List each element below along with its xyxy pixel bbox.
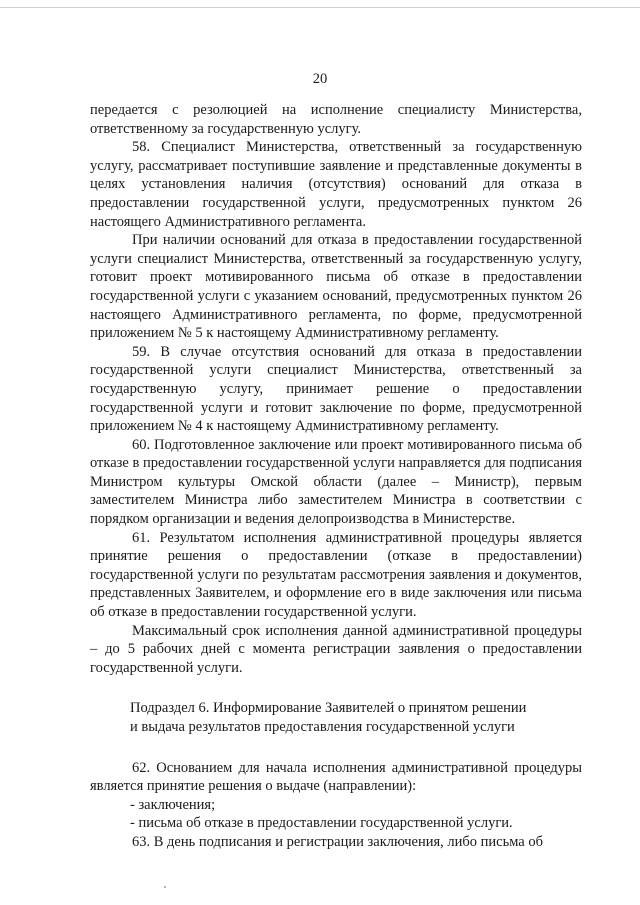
paragraph-58: 58. Специалист Министерства, ответственный за государственную услугу, рассматривает поступившие заявление и представленные документы в целях установления наличия (отсутствия) оснований для отказа в предоставлении государственной услуги, предусмотренных пунктом 26 настоящего Административного регламента. xyxy=(90,139,582,230)
subsection-heading-line-1: Подраздел 6. Информирование Заявителей о принятом решении xyxy=(130,700,527,717)
paragraph-60: 60. Подготовленное заключение или проект мотивированного письма об отказе в предоставлении государственной услуги направляется для подписания Министром культуры Омской области (далее – Министр), первым заместителем Министра либо заместителем Министра в соответствии с порядком организации и ведения делопроизводства в Министерстве. xyxy=(90,436,582,528)
scan-speck xyxy=(164,886,166,888)
paragraph-continuation: передается с резолюцией на исполнение специалисту Министерства, ответственному за государственную услугу. xyxy=(90,102,582,137)
list-item-conclusion: - заключения; xyxy=(130,796,216,813)
scan-edge-line xyxy=(0,7,640,8)
document-body xyxy=(90,101,582,852)
subsection-heading-line-2: и выдача результатов предоставления государственной услуги xyxy=(130,719,515,735)
page-number: 20 xyxy=(312,71,328,87)
paragraph-62: 62. Основанием для начала исполнения административной процедуры является принятие решения о выдаче (направлении): xyxy=(90,759,582,795)
paragraph-max-term: Максимальный срок исполнения данной административной процедуры – до 5 рабочих дней с момента регистрации заявления о предоставлении государственной услуги. xyxy=(90,622,582,676)
paragraph-63: 63. В день подписания и регистрации заключения, либо письма об xyxy=(132,833,543,850)
subsection-heading xyxy=(90,699,582,736)
paragraph-59: 59. В случае отсутствия оснований для отказа в предоставлении государственной услуги специалист Министерства, ответственный за государственную услугу, принимает решение о предоставлении государственной услуги и готовит заключение по форме, предусмотренной приложением № 4 к настоящему Административному регламенту. xyxy=(90,343,582,435)
paragraph-61: 61. Результатом исполнения административной процедуры является принятие решения о предоставлении (отказе в предоставлении) государственной услуги по результатам рассмотрения заявления и документов, представленных Заявителем, и оформление его в виде заключения или письма об отказе в предоставлении государственной услуги. xyxy=(90,529,582,621)
list-item-refusal-letter: - письма об отказе в предоставлении государственной услуги. xyxy=(130,815,513,832)
paragraph-refusal-grounds: При наличии оснований для отказа в предоставлении государственной услуги специалист Министерства, ответственный за государственную услугу, готовит проект мотивированного письма об отказе в предоставлении государственной услуги с указанием оснований, предусмотренных пунктом 26 настоящего Административного регламента, по форме, предусмотренной приложением № 5 к настоящему Административному регламенту. xyxy=(90,232,582,342)
